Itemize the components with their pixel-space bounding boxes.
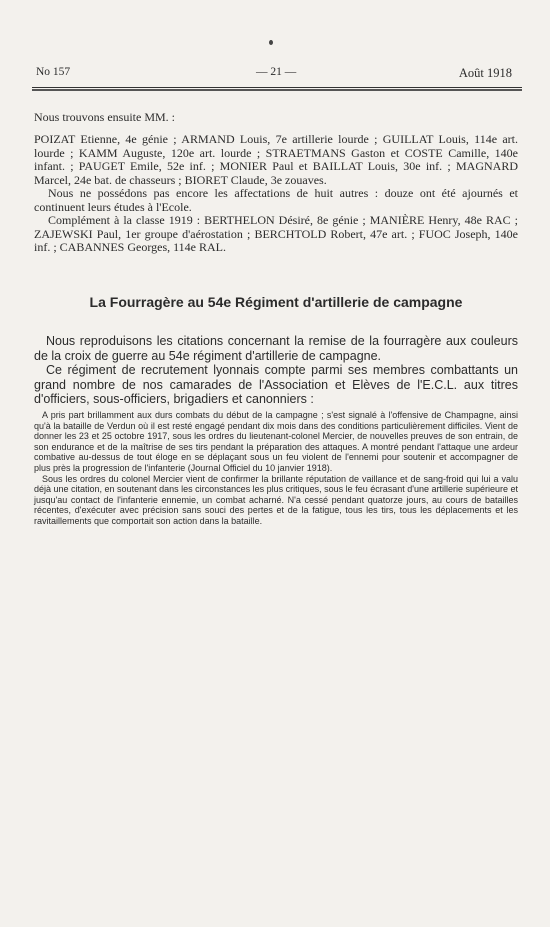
names-paragraph: Nous ne possédons pas encore les affectations de huit autres : douze ont été ajournés et continuent leurs études à l'Ecole.: [34, 186, 518, 214]
names-paragraph: POIZAT Etienne, 4e génie ; ARMAND Louis, 7e artillerie lourde ; GUILLAT Louis, 114e art. lourde ; KAMM Auguste, 120e art. lourde ; STRAETMANS Gaston et COSTE Camille, 140e infant. ; PAUGET Emile, 52e inf. ; MONIER Paul et BAILLAT Louis, 30e inf. ; MAGNARD Marcel, 24e bat. de chasseurs ; BIORET Claude, 3e zouaves.: [34, 132, 518, 187]
lead-paragraph: Nous reproduisons les citations concernant la remise de la fourragère aux couleurs de la croix de guerre au 54e régiment d'artillerie de campagne.: [34, 334, 518, 363]
header-rule: [32, 87, 522, 88]
page-header: [30, 66, 518, 84]
citations: [34, 410, 518, 527]
citation-paragraph: Sous les ordres du colonel Mercier vient de confirmer la brillante réputation de vaillance et de sang-froid qui lui a valu déjà une citation, en soutenant dans les circonstances les plus critiques, sous le feu écrasant d'une artillerie supérieure et jusqu'au contact de l'infanterie ennemie, un combat acharné. N'a cessé pendant quatorze jours, au cours de batailles récentes, d'exécuter avec précision sans souci des pertes et de la fatigue, tous les tirs, tous les déplacements et les ravitaillements que comportait son action dans la bataille.: [34, 473, 519, 526]
issue-date: Août 1918: [458, 66, 512, 80]
header-rule-thick: [32, 89, 522, 91]
names-paragraph: Complément à la classe 1919 : BERTHELON Désiré, 8e génie ; MANIÈRE Henry, 48e RAC ; ZAJEWSKI Paul, 1er groupe d'aérostation ; BERCHTOLD Robert, 47e art. ; FUOC Joseph, 140e inf. ; CABANNES Georges, 114e RAL.: [34, 213, 518, 254]
lead-text: [34, 334, 518, 407]
citation-paragraph: A pris part brillamment aux durs combats du début de la campagne ; s'est signalé à l'offensive de Champagne, ainsi qu'à la bataille de Verdun où il est resté engagé pendant dix mois dans des conditions particulièrement difficiles. Vient de donner les 23 et 25 octobre 1917, sous les ordres du lieutenant-colonel Mercier, de nouvelles preuves de son entrain, de son endurance et de la maîtrise de ses tirs pendant la préparation des attaques. A montré pendant l'attaque une ardeur combative au-dessus de tout éloge en se déplaçant sous un feu violent de l'ennemi pour soutenir et accompagner de plus près la progression de l'infanterie (Journal Officiel du 10 janvier 1918).: [34, 410, 518, 473]
lead-paragraph: Ce régiment de recrutement lyonnais compte parmi ses membres combattants un grand nombre de nos camarades de l'Association et Elèves de l'E.C.L. aux titres d'officiers, sous-officiers, brigadiers et canonniers :: [34, 363, 518, 406]
page-number: — 21 —: [256, 66, 297, 78]
issue-number: No 157: [36, 66, 71, 78]
names-list: [34, 133, 518, 255]
intro-line: Nous trouvons ensuite MM. :: [34, 110, 175, 124]
ink-dot: [269, 40, 273, 45]
section-title: La Fourragère au 54e Régiment d'artillerie de campagne: [89, 294, 463, 310]
